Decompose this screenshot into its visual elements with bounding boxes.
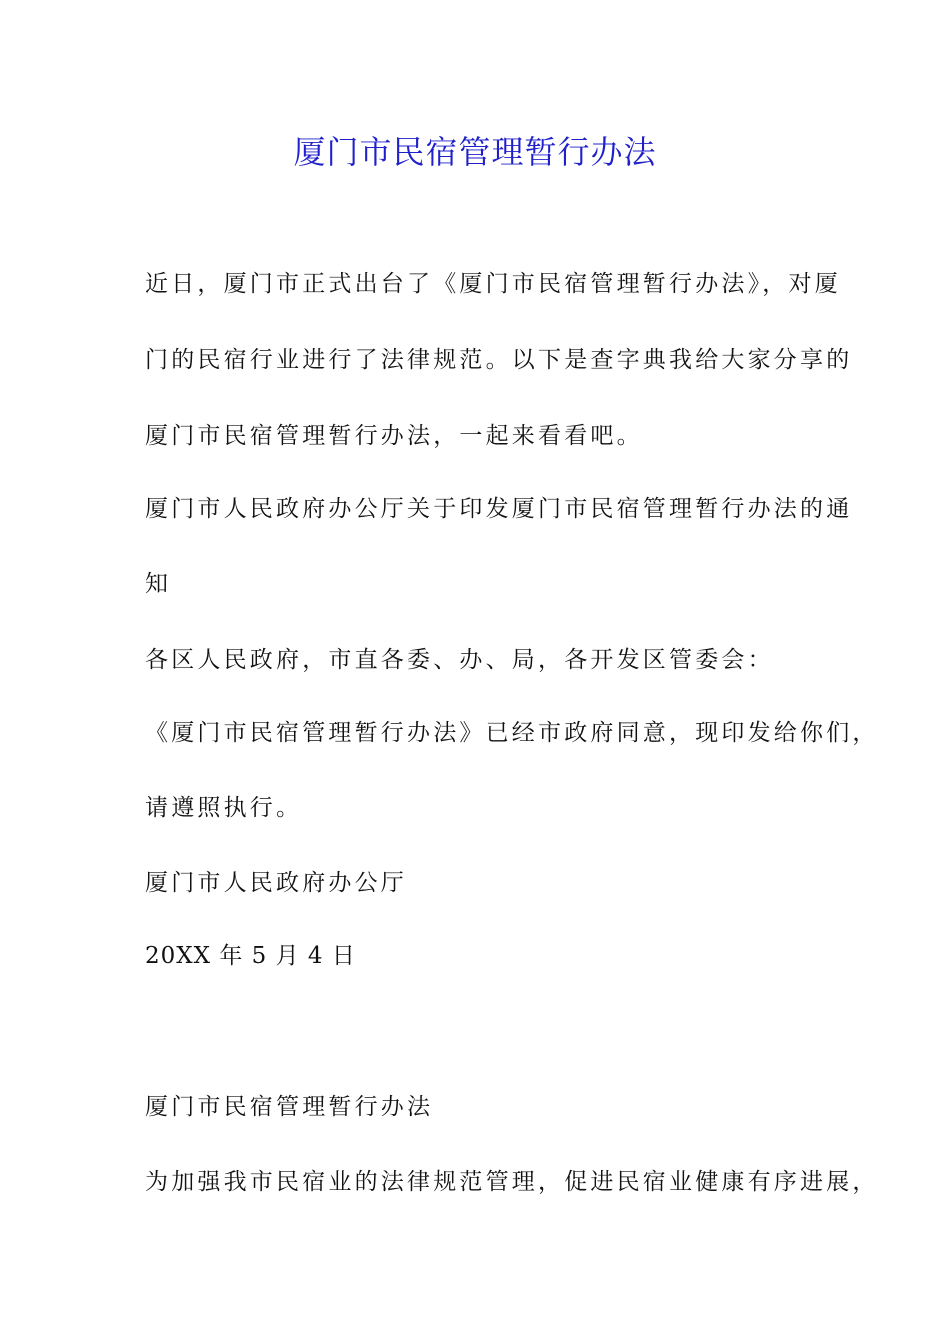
signature-date: 20XX 年 5 月 4 日 [145, 943, 356, 969]
paragraph-line-7: 《厦门市民宿管理暂行办法》已经市政府同意，现印发给你们， [145, 720, 879, 746]
paragraph-line-1: 近日，厦门市正式出台了《厦门市民宿管理暂行办法》，对厦 [145, 271, 841, 297]
section-heading: 厦门市民宿管理暂行办法 [145, 1094, 434, 1120]
paragraph-line-4: 厦门市人民政府办公厅关于印发厦门市民宿管理暂行办法的通 [145, 496, 853, 522]
paragraph-line-8: 请遵照执行。 [145, 795, 303, 821]
paragraph-line-12: 为加强我市民宿业的法律规范管理，促进民宿业健康有序进展， [145, 1169, 879, 1195]
paragraph-line-3: 厦门市民宿管理暂行办法，一起来看看吧。 [145, 423, 643, 449]
document-title: 厦门市民宿管理暂行办法 [293, 133, 657, 171]
paragraph-line-2: 门的民宿行业进行了法律规范。以下是查字典我给大家分享的 [145, 347, 853, 373]
paragraph-line-5: 知 [145, 571, 172, 597]
paragraph-line-6: 各区人民政府，市直各委、办、局，各开发区管委会： [145, 647, 774, 673]
signature-office: 厦门市人民政府办公厅 [145, 870, 407, 896]
